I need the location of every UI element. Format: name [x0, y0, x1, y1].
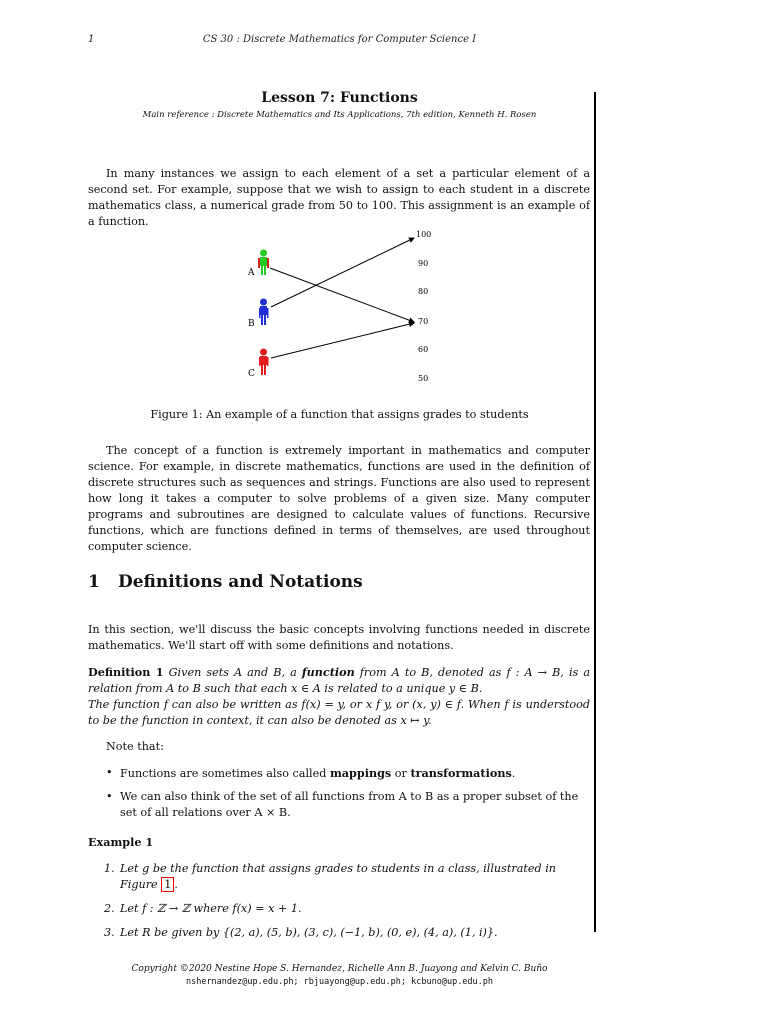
example-item-3: Let R be given by {(2, a), (5, b), (3, c), (−1, b), (0, e), (4, a), (1, i)}. [120, 926, 498, 939]
definition-label: Definition 1 [88, 665, 164, 679]
student-b-icon [259, 299, 269, 326]
list-item: • Functions are sometimes also called mappings or transformations. [106, 766, 516, 780]
figure-caption: Figure 1: An example of a function that assigns grades to students [150, 408, 529, 421]
grade-70: 70 [418, 317, 429, 326]
definition-text-cont: from A to B, denoted as f : A → B, is a relation from A to B such that each x ∈ A is related to a unique y ∈ B. [88, 666, 590, 695]
margin-rule [594, 92, 596, 932]
student-label-b: B [248, 319, 255, 329]
arrow-a-to-70 [270, 268, 414, 322]
section-heading [88, 572, 363, 592]
definition-notation: The function f can also be written as f(x) = y, or x f y, or (x, y) ∈ f. When f is understood to be the function in context, it can also be denoted as x ↦ y. [88, 698, 590, 727]
keyword-transformations: transformations [410, 766, 512, 780]
student-c-icon [259, 349, 269, 376]
arrow-c-to-70 [271, 323, 414, 358]
bullet-text: Functions are sometimes also called [120, 767, 327, 780]
student-label-c: C [248, 369, 255, 379]
example-title: Example 1 [88, 835, 154, 849]
grade-mapping-diagram [240, 226, 460, 386]
definition-1 [88, 664, 590, 729]
grade-90: 90 [418, 259, 429, 268]
intro-paragraph: In many instances we assign to each element of a set a particular element of a second set. For example, suppose that we wish to assign to each student in a discrete mathematics class, a numerical grade from 50 to 100. This assignment is an example of a function. [88, 167, 590, 228]
definition-keyword: function [301, 665, 355, 679]
grade-80: 80 [418, 287, 429, 296]
bullet-text: We can also think of the set of all functions from A to B as a proper subset of the set of all relations over A × B. [120, 790, 579, 819]
list-item: • We can also think of the set of all functions from A to B as a proper subset of the set of all relations over A × B. [106, 790, 579, 819]
copyright-notice: Copyright ©2020 Nestine Hope S. Hernandez, Richelle Ann B. Juayong and Kelvin C. Buño [131, 964, 548, 974]
bullet-text-or: or [394, 767, 407, 780]
definition-text: Given sets A and B, a [168, 666, 297, 679]
example-list [104, 861, 592, 949]
grade-60: 60 [418, 345, 429, 354]
section-title: Definitions and Notations [118, 572, 363, 592]
section-intro: In this section, we'll discuss the basic concepts involving functions needed in discrete mathematics. We'll start off with some definitions and notations. [88, 623, 590, 652]
page-number: 1 [88, 34, 95, 45]
student-label-a: A [248, 268, 255, 278]
student-a-icon [258, 250, 269, 276]
note-label: Note that: [106, 740, 164, 753]
note-list [104, 765, 592, 828]
item-period: . [174, 878, 178, 891]
lesson-title: Lesson 7: Functions [261, 90, 418, 106]
main-reference: Main reference : Discrete Mathematics and Its Applications, 7th edition, Kenneth H. Rosen [142, 110, 537, 120]
arrow-b-to-100 [271, 238, 414, 307]
bullet-period: . [511, 767, 516, 780]
grade-100: 100 [416, 230, 432, 239]
list-item: 2. Let f : ℤ → ℤ where f(x) = x + 1. [104, 902, 302, 915]
figure-1 [240, 226, 460, 390]
author-emails: nshernandez@up.edu.ph; rbjuayong@up.edu.ph; kcbuno@up.edu.ph [185, 977, 494, 987]
section-number: 1 [88, 572, 100, 592]
example-item-1: Let g be the function that assigns grades to students in a class, illustrated in Figure [120, 862, 556, 891]
list-item: 3. Let R be given by {(2, a), (5, b), (3, c), (−1, b), (0, e), (4, a), (1, i)}. [104, 926, 498, 939]
keyword-mappings: mappings [329, 766, 392, 780]
running-header: CS 30 : Discrete Mathematics for Computer Science I [202, 34, 477, 45]
grade-50: 50 [418, 374, 429, 383]
list-item: 1. Let g be the function that assigns grades to students in a class, illustrated in Figure 1 . [104, 862, 556, 891]
example-item-2: Let f : ℤ → ℤ where f(x) = x + 1. [120, 902, 302, 915]
figure-ref-link[interactable]: 1 [161, 877, 174, 892]
concept-paragraph: The concept of a function is extremely important in mathematics and computer science. For example, in discrete mathematics, functions are used in the definition of discrete structures such as sequences and strings. Functions are also used to represent how long it takes a computer to solve problems of a given size. Many computer programs and subroutines are designed to calculate values of functions. Recursive functions, which are functions defined in terms of themselves, are used throughout computer science. [88, 444, 590, 553]
